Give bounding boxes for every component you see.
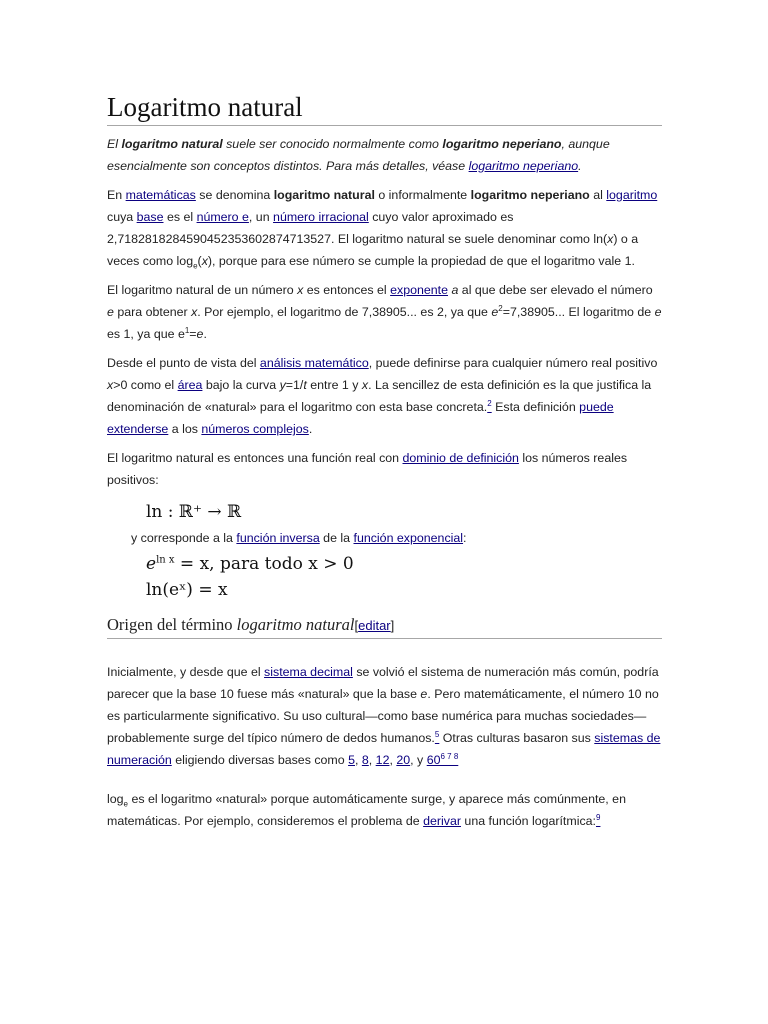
page-title: Logaritmo natural: [107, 92, 662, 126]
link-20[interactable]: 20: [396, 753, 411, 767]
link-5[interactable]: 5: [348, 753, 355, 767]
paragraph-natural-log: $\log_e$ es el logaritmo «natural» porque automáticamente surge, y aparece más comúnmente, en matemáticas. Por ejemplo, consideremos el problema de derivar una función logarítmica:$^9$: [107, 792, 626, 828]
hatnote: El logaritmo natural suele ser conocido normalmente como logaritmo neperiano, aunque esencialmente son conceptos distintos. Para más detalles, véase logaritmo neperiano.: [107, 137, 610, 173]
paragraph-inverse: y corresponde a la función inversa de la función exponencial:: [131, 531, 467, 545]
link-analisis-matematico[interactable]: análisis matemático: [259, 356, 369, 370]
reference-9[interactable]: 9: [595, 812, 601, 822]
paragraph-origin: Inicialmente, y desde que el sistema decimal se volvió el sistema de numeración más común, podría parecer que la base 10 fuese más «natural» que la base e. Pero matemáticamente, el número 10 no es particularmente significativo. Su uso cultural—como base numérica para muchas sociedades—probablemente surge del típico número de dedos humanos.$^5$ Otras culturas basaron sus sistemas de numeración eligiendo diversas bases como 5, 8, 12, 20, y 60$^{6 7 8}$: [107, 665, 661, 767]
link-matematicas[interactable]: matemáticas: [125, 188, 196, 202]
link-numero-irracional[interactable]: número irracional: [273, 210, 369, 224]
link-dominio-de-definicion[interactable]: dominio de definición: [402, 451, 519, 465]
edit-section-link[interactable]: editar: [358, 618, 391, 633]
paragraph-domain: El logaritmo natural es entonces una función real con dominio de definición los números reales positivos:: [107, 451, 628, 487]
formula-ln-exp: ln(eˣ) = x: [146, 580, 228, 600]
formula-ln-mapping: ln : ℝ⁺ → ℝ: [146, 502, 242, 522]
paragraph-definition: El logaritmo natural de un número x es entonces el exponente a al que debe ser elevado el número e para obtener x. Por ejemplo, el logaritmo de 7,38905... es 2, ya que $e^2=7,38905$... El logaritmo de e es 1, ya que $e^1=e$.: [107, 283, 662, 341]
link-derivar[interactable]: derivar: [423, 814, 461, 828]
link-area[interactable]: área: [177, 378, 203, 392]
article: [107, 92, 662, 832]
paragraph-analysis: Desde el punto de vista del análisis matemático, puede definirse para cualquier número real positivo x>0 como el área bajo la curva y=1/t entre 1 y x. La sencillez de esta definición es la que justifica la denominación de «natural» para el logaritmo con esta base concreta.$^2$ Esta definición puede extenderse a los números complejos.: [107, 356, 658, 436]
link-8[interactable]: 8: [361, 753, 369, 767]
link-funcion-exponencial[interactable]: función exponencial: [353, 531, 464, 545]
link-numero-e[interactable]: número e: [196, 210, 249, 224]
reference-2[interactable]: 2: [487, 398, 492, 408]
references-6-7-8[interactable]: 6 7 8: [440, 751, 459, 761]
reference-5[interactable]: 5: [434, 729, 440, 739]
link-sistemas-de-numeracion[interactable]: sistemas de numeración: [107, 731, 661, 767]
link-exponente[interactable]: exponente: [390, 283, 448, 297]
link-base[interactable]: base: [136, 210, 164, 224]
paragraph-intro: En matemáticas se denomina logaritmo natural o informalmente logaritmo neperiano al logaritmo cuya base es el número e, un número irracional cuyo valor aproximado es 2,71828182845904523536028747135​27. El logaritmo natural se suele denominar como ln(x) o a veces como $\log_e(x)$, porque para ese número se cumple la propiedad de que el logaritmo vale 1.: [107, 188, 658, 271]
section-heading-origen: Origen del término logaritmo natural[editar]: [107, 615, 662, 639]
link-logaritmo[interactable]: logaritmo: [606, 188, 658, 202]
link-60[interactable]: 60: [426, 753, 441, 767]
link-12[interactable]: 12: [375, 753, 390, 767]
link-logaritmo-neperiano[interactable]: logaritmo neperiano: [468, 159, 579, 173]
formula-exp-ln: $e^{ln x} = x$, para todo x > 0: [146, 554, 354, 574]
link-funcion-inversa[interactable]: función inversa: [236, 531, 320, 545]
link-puede-extenderse[interactable]: puede extenderse: [107, 400, 614, 436]
link-sistema-decimal[interactable]: sistema decimal: [264, 665, 353, 679]
link-numeros-complejos[interactable]: números complejos: [201, 422, 309, 436]
